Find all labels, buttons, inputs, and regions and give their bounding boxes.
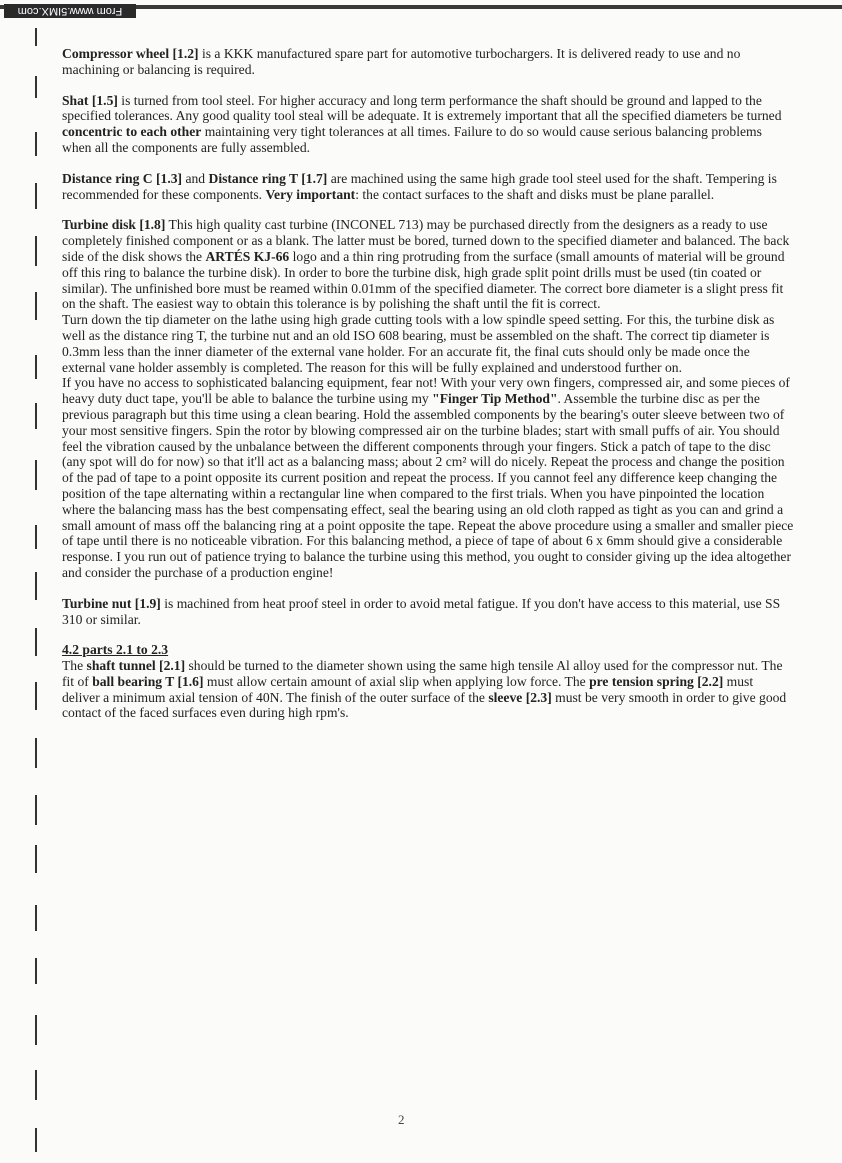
margin-change-bar (35, 845, 37, 873)
page-number: 2 (398, 1112, 405, 1127)
component-name: pre tension spring [2.2] (589, 673, 724, 689)
margin-change-bar (35, 236, 37, 266)
margin-change-bar (35, 738, 37, 768)
component-name: sleeve [2.3] (488, 689, 552, 705)
margin-change-bar (35, 1015, 37, 1045)
component-name: Compressor wheel [1.2] (62, 46, 199, 61)
body-text: must be very smooth in order to give good contact of the faced surfaces even during high rpm's. (62, 689, 787, 721)
body-text: This high quality cast turbine (INCONEL 713) may be purchased directly from the designers as a ready to use completely finished component or as a blank. The latter must be bored, turned down to the specified diameter and balanced. The back side of the disk shows the (62, 217, 790, 264)
paragraph (62, 46, 794, 78)
component-name: shaft tunnel [2.1] (86, 658, 186, 674)
paragraph (62, 93, 794, 156)
body-text: should be turned to the diameter shown using the same high tensile Al alloy used for the compressor nut. The fit of (62, 658, 783, 689)
margin-change-bar (35, 28, 37, 46)
component-name: Turbine disk [1.8] (62, 217, 166, 233)
margin-change-bar (35, 132, 37, 156)
watermark: From www.5IMX.com (4, 4, 136, 18)
body-text: . Assemble the turbine disc as per the previous paragraph but this time using a clean bearing. Hold the assembled components by the bearing's outer sleeve between two of your most sensitive fingers. Spin the rotor by blowing compressed air on the turbine blades; start with small puffs of air. You should feel the vibration caused by the unbalance between the different components through your fingers. Stick a patch of tape to the disc (any spot will do for now) so that it'll act as a balancing mass; about 2 cm² will do nicely. Repeat the process and change the position of the pad of tape to a point opposite its current position and repeat the process. If you cannot feel any difference keep changing the position of the tape alternating within a rectangular line when compared to the first trials. When you have pinpointed the location where the balancing mass has the best compensating effect, seal the bearing using an old cloth rapped as tight as you can and grind a small amount of mass off the balancing ring at a point opposite the tape. Repeat the above procedure using a smaller and smaller piece of tape until there is no noticeable vibration. For this balancing method, a piece of tape of about 6 x 6mm should give a considerable response. I you run out of patience trying to balance the turbine using this method, you ought to consider giving up the idea altogether and consider the purchase of a production engine! (62, 391, 794, 580)
body-text: is turned from tool steel. For higher accuracy and long term performance the shaft should be ground and lapped to the specified tolerances. Any good quality tool steal will be adequate. It is extremely important that all the specified diameters be turned (62, 92, 782, 124)
paragraph (62, 171, 794, 203)
section-heading: 4.2 parts 2.1 to 2.3 (62, 642, 169, 658)
body-text: is a KKK manufactured spare part for automotive turbochargers. It is delivered ready to use and no machining or balancing is required. (62, 46, 741, 77)
component-name: Distance ring T [1.7] (208, 170, 328, 186)
component-name: ball bearing T [1.6] (92, 673, 204, 689)
margin-change-bar (35, 183, 37, 209)
body-text: is machined from heat proof steel in order to avoid metal fatigue. If you don't have access to this material, use SS 310 or similar. (62, 595, 781, 627)
component-name: Shat [1.5] (62, 92, 118, 108)
component-name: Turbine nut [1.9] (62, 595, 161, 611)
body-text: Turn down the tip diameter on the lathe using high grade cutting tools with a low spindle speed setting. For this, the turbine disk as well as the distance ring T, the turbine nut and an old ISO 608 bearing, must be assembled on the shaft. The correct tip diameter is 0.3mm less than the inner diameter of the external vane holder. For an accurate fit, the final cuts should only be made once the external vane holder assembly is completed. The reason for this will be fully explained and understood further on. (62, 312, 775, 375)
body-text: are machined using the same high grade tool steel used for the shaft. Tempering is recommended for these components. (62, 170, 777, 202)
paragraph (62, 375, 794, 580)
margin-change-bar (35, 76, 37, 98)
body-text: The (62, 658, 87, 674)
component-name: "Finger Tip Method" (432, 391, 558, 407)
margin-change-bar (35, 403, 37, 429)
body-text: logo and a thin ring protruding from the surface (small amounts of material will be ground off this ring to balance the turbine disk). In order to bore the turbine disk, high grade split point drills must be used (tin coated or similar). The unfinished bore must be reamed within 0.01mm of the specified diameter. The correct bore diameter is a slight press fit on the shaft. The easiest way to obtain this tolerance is by polishing the shaft until the fit is correct. (62, 248, 785, 312)
paragraph (62, 312, 794, 375)
margin-change-bar (35, 795, 37, 825)
paragraph (62, 217, 794, 312)
margin-change-bar (35, 572, 37, 600)
margin-change-bar (35, 905, 37, 931)
margin-change-bar (35, 355, 37, 379)
body-text: must deliver a minimum axial tension of 40N. The finish of the outer surface of the (62, 673, 754, 705)
component-name: Very important (265, 186, 356, 202)
body-text: maintaining very tight tolerances at all times. Failure to do so would cause serious balancing problems when all the components are fully assembled. (62, 124, 762, 155)
paragraph (62, 596, 794, 628)
margin-change-bar (35, 628, 37, 656)
body-text: and (182, 170, 209, 186)
margin-change-bar (35, 460, 37, 490)
margin-change-bar (35, 682, 37, 710)
margin-change-bar (35, 525, 37, 549)
component-name: concentric to each other (62, 124, 202, 140)
body-text: If you have no access to sophisticated balancing equipment, fear not! With your very own fingers, compressed air, and some pieces of heavy duty duct tape, you'll be able to balance the turbine using my (62, 375, 790, 407)
margin-change-bar (35, 1128, 37, 1152)
component-name: Distance ring C [1.3] (62, 170, 183, 186)
body-text: must allow certain amount of axial slip when applying low force. The (203, 673, 590, 689)
margin-change-bar (35, 1070, 37, 1100)
paragraph (62, 642, 794, 658)
component-name: ARTÉS KJ-66 (205, 248, 290, 264)
document-body (62, 46, 794, 721)
body-text: : the contact surfaces to the shaft and disks must be plane parallel. (355, 186, 715, 202)
margin-change-bar (35, 958, 37, 984)
paragraph (62, 658, 794, 721)
margin-change-bar (35, 292, 37, 320)
